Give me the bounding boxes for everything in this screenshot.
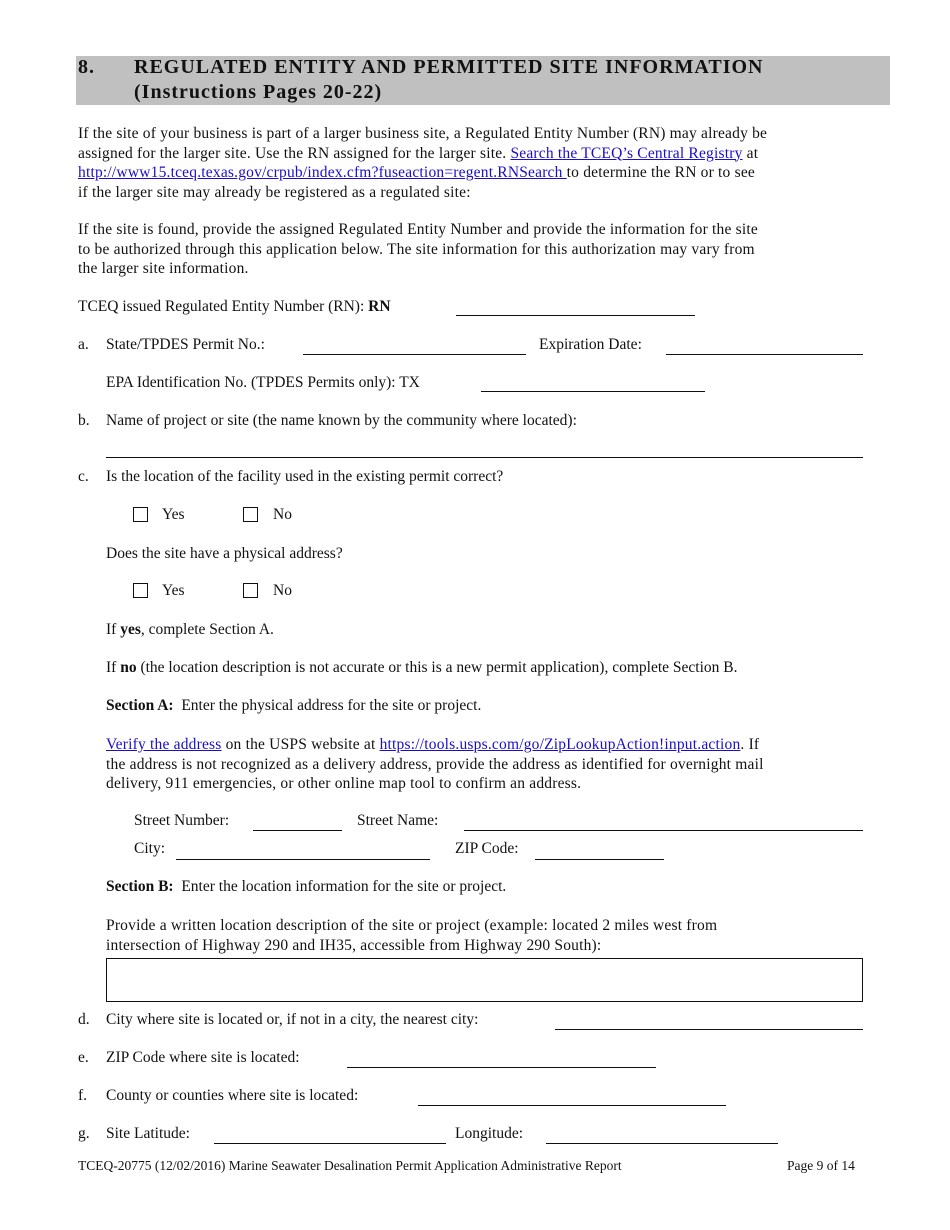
rn-label: TCEQ issued Regulated Entity Number (RN): RN [78,298,391,315]
section-title: REGULATED ENTITY AND PERMITTED SITE INFORMATION [134,56,764,78]
footer-page-number: Page 9 of 14 [787,1158,855,1173]
site-zip-input[interactable] [347,1067,656,1068]
epa-id-input[interactable] [481,391,705,392]
latitude-label: Site Latitude: [106,1125,190,1142]
location-description-textbox[interactable] [106,958,863,1002]
item-e-letter: e. [78,1049,89,1066]
street-number-label: Street Number: [134,812,230,829]
item-d-letter: d. [78,1011,90,1028]
rn-input[interactable] [456,315,695,316]
nearest-city-label: City where site is located or, if not in a city, the nearest city: [106,1011,479,1028]
location-correct-no-label: No [273,506,292,523]
permit-number-label: State/TPDES Permit No.: [106,336,265,353]
item-c-letter: c. [78,468,89,485]
footer-form-id: TCEQ-20775 (12/02/2016) Marine Seawater Desalination Permit Application Administrative Report [78,1158,622,1173]
location-correct-yes-checkbox[interactable] [133,507,148,522]
physical-address-no-checkbox[interactable] [243,583,258,598]
county-label: County or counties where site is located: [106,1087,359,1104]
physical-address-no-label: No [273,582,292,599]
zip-code-label: ZIP Code: [455,840,519,857]
if-no-instruction: If no (the location description is not accurate or this is a new permit application), complete Section B. [106,659,738,676]
rn-search-url-link[interactable]: http://www15.tceq.texas.gov/crpub/index.cfm?fuseaction=regent.RNSearch [78,164,567,181]
item-f-letter: f. [78,1087,88,1104]
usps-zip-lookup-link[interactable]: https://tools.usps.com/go/ZipLookupAction!input.action [379,736,741,753]
item-g-letter: g. [78,1125,90,1142]
county-input[interactable] [418,1105,726,1106]
permit-number-input[interactable] [303,354,526,355]
city-input[interactable] [176,859,430,860]
central-registry-search-link[interactable]: Search the TCEQ’s Central Registry [510,144,743,162]
city-label: City: [134,840,166,857]
intro-paragraph-1: If the site of your business is part of a larger business site, a Regulated Entity Number (RN) may already be assigned for the larger site. Use the RN assigned for the larger site. Search the TCEQ’s Central Registry at http://www15.tceq.texas.gov/crpub/index.cfm?fuseaction=regent.RNSearch to determine the RN or to see if the larger site may already be registered as a regulated site: [78,125,768,201]
street-number-input[interactable] [253,830,342,831]
street-name-input[interactable] [464,830,863,831]
location-correct-no-checkbox[interactable] [243,507,258,522]
verify-address-paragraph: Verify the address on the USPS website at https://tools.usps.com/go/ZipLookupAction!input.action. If the address is not recognized as a delivery address, provide the address as identified for overnight mail delivery, 911 emergencies, or other online map tool to confirm an address. [106,736,764,792]
expiration-date-label: Expiration Date: [539,336,642,353]
epa-id-label: EPA Identification No. (TPDES Permits only): TX [106,374,420,391]
verify-address-link[interactable]: Verify the address [106,736,222,753]
longitude-input[interactable] [546,1143,778,1144]
location-correct-question: Is the location of the facility used in the existing permit correct? [106,468,504,485]
project-name-input[interactable] [106,457,863,458]
item-b-letter: b. [78,412,90,429]
expiration-date-input[interactable] [666,354,863,355]
section-b-heading: Section B: Enter the location information for the site or project. [106,878,507,895]
physical-address-yes-label: Yes [162,582,185,599]
zip-code-input[interactable] [535,859,664,860]
section-instructions-ref: (Instructions Pages 20-22) [134,81,383,103]
item-a-letter: a. [78,336,89,353]
if-yes-instruction: If yes, complete Section A. [106,621,274,638]
location-description-prompt: Provide a written location description of the site or project (example: located 2 miles west from intersection of Highway 290 and IH35, accessible from Highway 290 South): [106,917,718,954]
latitude-input[interactable] [214,1143,446,1144]
project-name-label: Name of project or site (the name known by the community where located): [106,412,577,429]
physical-address-yes-checkbox[interactable] [133,583,148,598]
location-correct-yes-label: Yes [162,506,185,523]
physical-address-question: Does the site have a physical address? [106,545,343,562]
section-a-heading: Section A: Enter the physical address for the site or project. [106,697,482,714]
site-zip-label: ZIP Code where site is located: [106,1049,300,1066]
section-number: 8. [78,56,95,78]
longitude-label: Longitude: [455,1125,524,1142]
nearest-city-input[interactable] [555,1029,863,1030]
street-name-label: Street Name: [357,812,439,829]
intro-paragraph-2: If the site is found, provide the assigned Regulated Entity Number and provide the information for the site to be authorized through this application below. The site information for this authorization may vary from the larger site information. [78,221,758,277]
